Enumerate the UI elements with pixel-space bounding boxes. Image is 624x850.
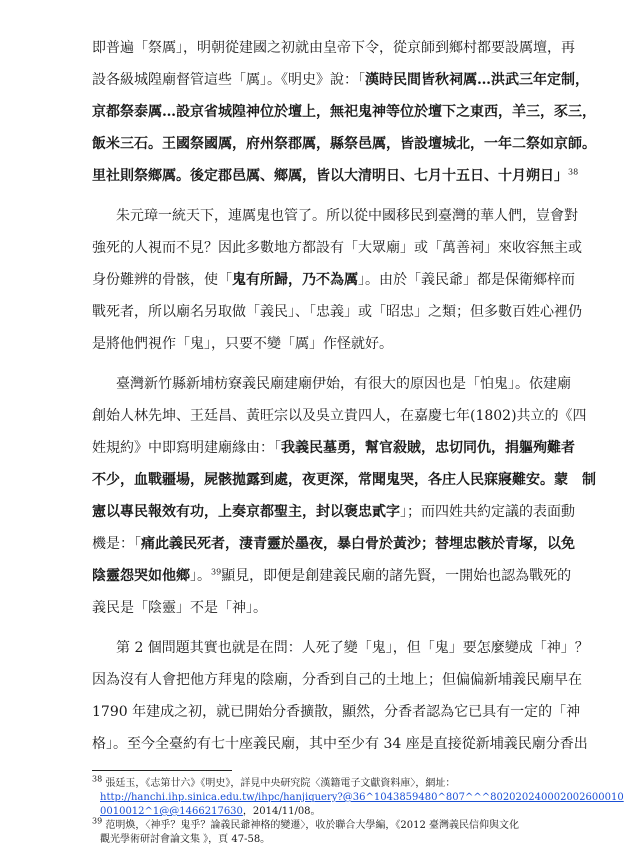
quote-line: 飯米三石。王國祭國厲，府州祭郡厲，縣祭邑厲，皆設壇城北，一年二祭如京師。 [92,136,596,152]
footnote-ref: 38 [568,167,579,177]
footnote-38-url[interactable] [100,790,624,805]
body-line: 1790 年建成之初，就已開始分香擴散，顯然，分香者認為它已具有一定的「神 [92,704,581,720]
footnote-38-url-cont[interactable]: 0010012^1@@1466217630，2014/11/08。 [100,806,321,817]
body-line: 設各級城隍廟督管這些「厲」。《明史》說：「漢時民間皆秋祠厲…洪武三年定制， [92,72,589,88]
footnote-39-cont: 觀光學術研討會論文集 》，頁 47-58。 [100,834,271,845]
body-line: 格」。至今全臺約有七十座義民廟，其中至少有 34 座是直接從新埔義民廟分香出 [92,736,588,752]
body-line: 是將他們視作「鬼」，只要不變「厲」作怪就好。 [92,336,393,352]
paragraph-start: 朱元璋一統天下，連厲鬼也管了。所以從中國移民到臺灣的華人們，豈會對 [116,208,578,224]
body-line: 因為沒有人會把他方拜鬼的陰廟，分香到自己的土地上；但偏偏新埔義民廟早在 [92,672,582,688]
body-line: 創始人林先坤、王廷昌、黃旺宗以及吳立貴四人，在嘉慶七年(1802)共立的《四 [92,408,587,424]
body-line: 義民是「陰靈」不是「神」。 [92,600,267,616]
body-line: 陰靈怨哭如他鄉」。$^{39}$顯見，即便是創建義民廟的諸先賢，一開始也認為戰死的 [92,567,572,584]
body-line: 憲以專民報效有功，上奏京都聖主，封以褒忠貳字」；而四姓共約定議的表面動 [92,504,575,520]
footnote-39: $^{39}$ 范明煥，〈神乎？鬼乎？論義民爺神格的變遷〉，收於聯合大學編，《2012 臺灣義民信仰與文化 [92,816,520,831]
body-line: 戰死者，所以廟名另取做「義民」、「忠義」或「昭忠」之類；但多數百姓心裡仍 [92,304,582,320]
footnote-ref: 39 [211,567,222,577]
quote-line: 不少，血戰疆場，屍骸拋露到處，夜更深，常聞鬼哭，各庄人民寐寢難安。蒙 制 [92,472,596,488]
footnote-link: http://hanchi.ihp.sinica.edu.tw/ihpc/hanjiquery?@36^1043859480^807^^^802020240002002600010 [100,792,624,803]
body-line: 即普遍「祭厲」，明朝從建國之初就由皇帝下令，從京師到鄉村都要設厲壇，再 [92,40,575,56]
quote-line: 京都祭泰厲…設京省城隍神位於壇上，無祀鬼神等位於壇下之東西，羊三，豕三， [92,104,596,120]
body-line: 強死的人視而不見？因此多數地方都設有「大眾廟」或「萬善祠」來收容無主或 [92,240,582,256]
body-line: 身份難辨的骨骸，使「鬼有所歸，乃不為厲」。由於「義民爺」都是保衛鄉梓而 [92,272,575,288]
footnote-rule [92,770,232,771]
paragraph-start: 第 2 個問題其實也就是在問：人死了變「鬼」，但「鬼」要怎麼變成「神」？ [116,640,589,656]
quote-text: 漢時民間皆秋祠厲…洪武三年定制， [365,72,589,88]
body-line: 機是：「痛此義民死者，淒青靈於墨夜，暴白骨於黃沙；替埋忠骸於青塚，以免 [92,536,575,552]
paragraph-start: 臺灣新竹縣新埔枋寮義民廟建廟伊始，有很大的原因也是「怕鬼」。依建廟 [116,376,571,392]
footnote-link: 0010012^1@@1466217630 [100,806,243,817]
quote-line: 里社則祭鄉厲。後定郡邑厲、鄉厲，皆以大清明日、七月十五日、十月朔日」$^{38}$ [92,167,579,184]
body-line: 姓規約》中即寫明建廟緣由：「我義民墓勇，幫官殺賊，忠切同仇，捐軀殉難者 [92,440,575,456]
footnote-38: $^{38}$ 張廷玉，《志第廿六》《明史》，詳見中央研究院〈漢籍電子文獻資料庫〉，網址： [92,774,456,789]
